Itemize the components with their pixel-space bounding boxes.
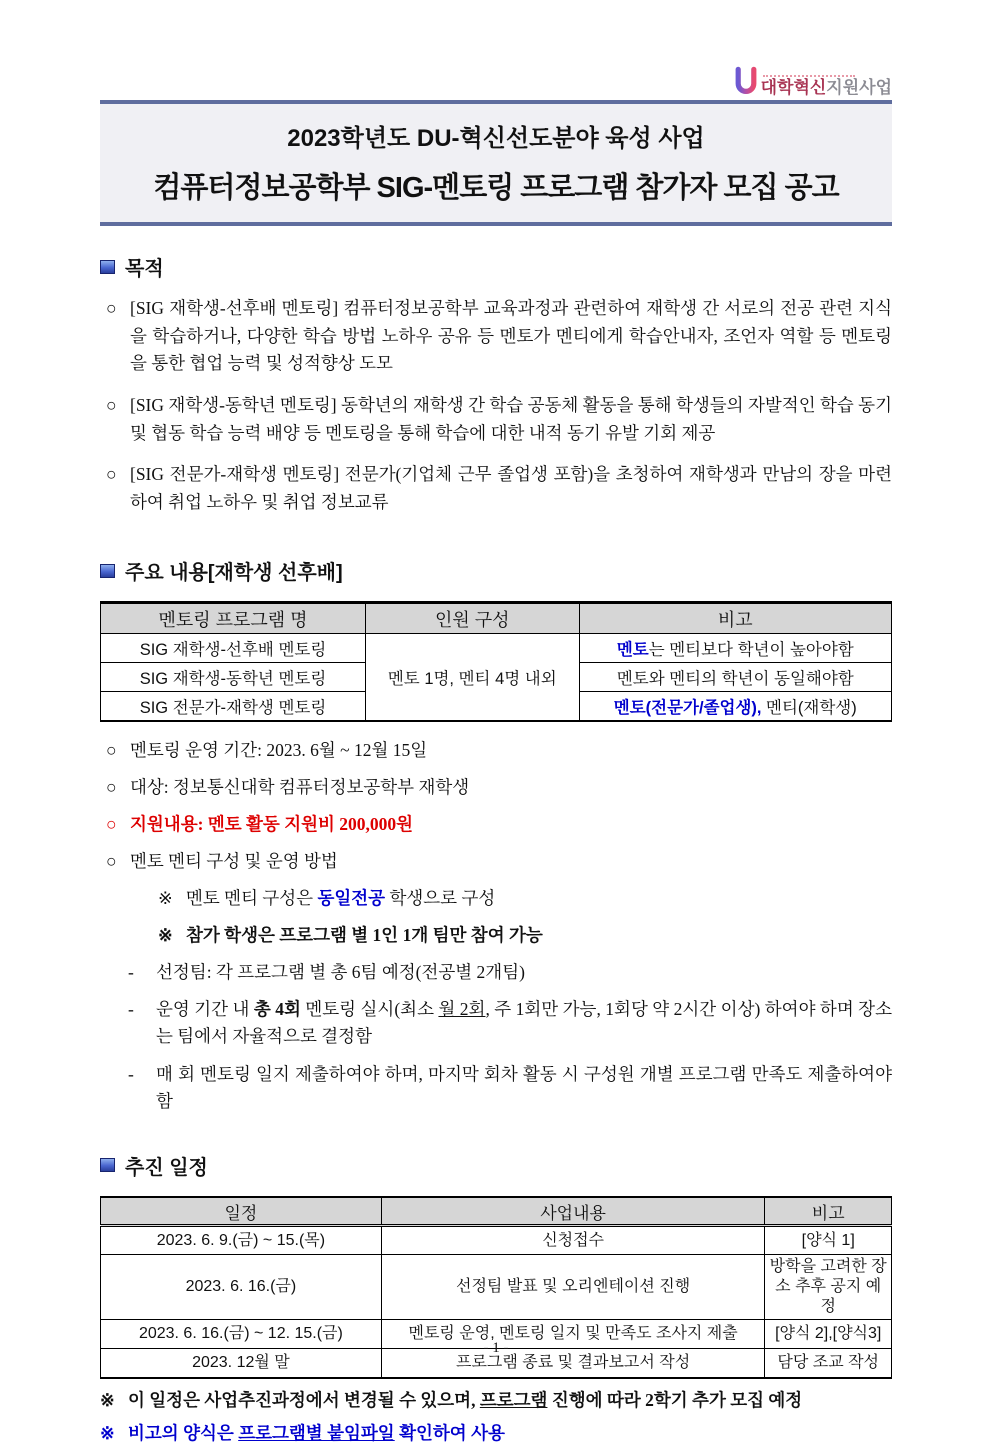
program-name-cell: SIG 재학생-동학년 멘토링: [101, 663, 366, 692]
program-table-header-name: 멘토링 프로그램 명: [101, 603, 366, 634]
footer-note-2: [100, 1421, 892, 1446]
info-support-text: 지원내용: 멘토 활동 지원비 200,000원: [130, 813, 414, 834]
notice-title-banner: [100, 100, 892, 226]
schedule-table-header-row: [101, 1197, 892, 1226]
method-dash-3: [100, 1061, 892, 1115]
method-note-1-text: [186, 885, 892, 912]
university-innovation-logo: [733, 66, 892, 96]
circle-bullet-icon: ○: [106, 739, 117, 760]
dash2-underline: 월 2회: [438, 999, 486, 1020]
footer-note-1-text: [128, 1388, 802, 1413]
method-dash-1-text: 선정팀: 각 프로그램 별 총 6팀 예정(전공별 2개팀): [156, 962, 525, 983]
section-heading-schedule: [100, 1151, 892, 1180]
schedule-header-content: 사업내용: [381, 1197, 765, 1226]
reference-mark-icon: ※: [158, 925, 173, 946]
method-dash-1: [100, 959, 892, 986]
schedule-content-cell: 신청접수: [381, 1226, 765, 1255]
method-dash-2: [100, 996, 892, 1050]
reference-mark-icon: ※: [100, 1389, 115, 1410]
footer-note1-pre: 이 일정은 사업추진과정에서 변경될 수 있으며,: [128, 1389, 480, 1410]
note-highlight: 멘토(전문가/졸업생),: [613, 699, 762, 718]
schedule-header-note: 비고: [765, 1197, 892, 1226]
footer-note-1: [100, 1388, 892, 1413]
schedule-content-cell: 프로그램 종료 및 결과보고서 작성: [381, 1349, 765, 1378]
circle-bullet-icon: ○: [106, 850, 117, 871]
blue-square-icon: [100, 1158, 115, 1172]
program-table-header-row: [101, 603, 892, 634]
section-heading-purpose: [100, 252, 892, 281]
circle-bullet-icon: ○: [106, 464, 117, 485]
method-dash-2-text: [156, 996, 892, 1050]
notice-title-line2: 컴퓨터정보공학부 SIG-멘토링 프로그램 참가자 모집 공고: [153, 172, 839, 204]
circle-bullet-icon: ○: [106, 813, 117, 834]
schedule-content-cell: 선정팀 발표 및 오리엔테이션 진행: [381, 1255, 765, 1320]
program-table: [100, 601, 892, 722]
footer-note2-post: 확인하여 사용: [394, 1423, 505, 1444]
u-gradient-icon: [733, 66, 759, 96]
info-period-text: 멘토링 운영 기간: 2023. 6월 ~ 12월 15일: [130, 739, 428, 760]
section-heading-main-content: [100, 556, 892, 585]
purpose-bullet-list: [100, 295, 892, 516]
dash2-mid: 멘토링 실시(최소: [300, 999, 439, 1020]
page-number: - 1 -: [483, 1340, 509, 1356]
schedule-header-date: 일정: [101, 1197, 382, 1226]
circle-bullet-icon: ○: [106, 394, 117, 415]
info-target: [100, 773, 892, 801]
program-name-cell: SIG 전문가-재학생 멘토링: [101, 692, 366, 721]
purpose-bullet-1: [100, 295, 892, 378]
footer-note-2-text: [128, 1421, 505, 1446]
note-rest: 멘티(재학생): [761, 699, 857, 718]
table-row: [101, 1226, 892, 1255]
document-page: [100, 0, 892, 1446]
note-highlight: 멘토: [616, 641, 649, 660]
circle-bullet-icon: ○: [106, 776, 117, 797]
footer-note1-underline: 프로그램: [479, 1389, 548, 1410]
note-rest: 는 멘티보다 학년이 높아야함: [648, 641, 854, 660]
purpose-bullet-3-text: [SIG 전문가-재학생 멘토링] 전문가(기업체 근무 졸업생 포함)을 초청하여 재학생과 만남의 장을 마련하여 취업 노하우 및 취업 정보교류: [130, 464, 892, 512]
schedule-date-cell: 2023. 6. 16.(금) ~ 12. 15.(금): [101, 1320, 382, 1349]
info-method: [100, 847, 892, 875]
purpose-heading-label: 목적: [125, 258, 164, 280]
footer-note-list: [100, 1388, 892, 1446]
schedule-note-cell: 담당 조교 작성: [765, 1349, 892, 1378]
schedule-date-cell: 2023. 6. 9.(금) ~ 15.(목): [101, 1226, 382, 1255]
dash2-bold: 총 4회: [253, 999, 301, 1020]
dash-bullet-icon: -: [128, 1063, 134, 1084]
dash2-post: , 주 1회만 가능, 1회당 약 2시간 이상) 하여야 하며 장소는 팀에서 자율적으로 결정함: [156, 999, 892, 1047]
program-name-cell: SIG 재학생-선후배 멘토링: [101, 634, 366, 663]
blue-square-icon: [100, 564, 115, 578]
purpose-bullet-2: [100, 392, 892, 447]
footer-note2-underline: 프로그램별 붙임파일: [238, 1423, 395, 1444]
info-support: [100, 810, 892, 838]
schedule-content-cell: 멘토링 운영, 멘토링 일지 및 만족도 조사지 제출: [381, 1320, 765, 1349]
info-target-text: 대상: 정보통신대학 컴퓨터정보공학부 재학생: [130, 776, 470, 797]
notice-title-line1: 2023학년도 DU-혁신선도분야 육성 사업: [287, 125, 705, 152]
program-size-merged-cell: 멘토 1명, 멘티 4명 내외: [365, 634, 579, 721]
note1-highlight: 동일전공: [317, 887, 386, 908]
logo-brand-light: 지원사업: [826, 78, 892, 97]
schedule-note-cell: [양식 2],[양식3]: [765, 1320, 892, 1349]
program-table-header-note: 비고: [579, 603, 891, 634]
blue-square-icon: [100, 260, 115, 274]
info-period: [100, 736, 892, 764]
schedule-note-cell: 방학을 고려한 장소 추후 공지 예정: [765, 1255, 892, 1320]
note-rest: 멘토와 멘티의 학년이 동일해야함: [616, 670, 854, 689]
purpose-bullet-3: [100, 461, 892, 516]
footer-note2-pre: 비고의 양식은: [128, 1423, 239, 1444]
reference-mark-icon: ※: [158, 887, 173, 908]
schedule-note-cell: [양식 1]: [765, 1226, 892, 1255]
logo-row: [100, 0, 892, 96]
method-note-2-text: 참가 학생은 프로그램 별 1인 1개 팀만 참여 가능: [186, 925, 543, 946]
reference-mark-icon: ※: [100, 1423, 115, 1444]
program-note-cell: [579, 663, 891, 692]
program-note-cell: [579, 634, 891, 663]
purpose-bullet-2-text: [SIG 재학생-동학년 멘토링] 동학년의 재학생 간 학습 공동체 활동을 통해 학생들의 자발적인 학습 동기 및 협동 학습 능력 배양 등 멘토링을 통해 학습에 대한 내적 동기 유발 기회 제공: [130, 394, 892, 443]
dash2-pre: 운영 기간 내: [156, 999, 254, 1020]
method-dash-3-text: 매 회 멘토링 일지 제출하여야 하며, 마지막 회차 활동 시 구성원 개별 프로그램 만족도 제출하여야 함: [156, 1063, 892, 1111]
program-note-cell: [579, 692, 891, 721]
info-method-text: 멘토 멘티 구성 및 운영 방법: [130, 850, 338, 871]
program-table-header-size: 인원 구성: [365, 603, 579, 634]
method-note-1: [100, 885, 892, 912]
purpose-bullet-1-text: [SIG 재학생-선후배 멘토링] 컴퓨터정보공학부 교육과정과 관련하여 재학생 간 서로의 전공 관련 지식을 학습하거나, 다양한 학습 방법 노하우 공유 등 멘토가 멘티에게 학습안내자, 조언자 역할 등 멘토링을 통한 협업 능력 및 성적향상 도모: [130, 298, 892, 374]
note1-pre: 멘토 멘티 구성은: [186, 887, 318, 908]
circle-bullet-icon: ○: [106, 298, 117, 318]
dash-bullet-icon: -: [128, 999, 134, 1020]
logo-tagline-decor: [763, 71, 855, 77]
method-note-list: [100, 885, 892, 1115]
logo-wordmark: [761, 79, 892, 96]
schedule-date-cell: 2023. 6. 16.(금): [101, 1255, 382, 1320]
schedule-date-cell: 2023. 12월 말: [101, 1349, 382, 1378]
info-bullet-list: [100, 736, 892, 875]
table-row: [101, 634, 892, 663]
table-row: [101, 1255, 892, 1320]
dash-bullet-icon: -: [128, 962, 134, 983]
note1-post: 학생으로 구성: [385, 887, 496, 908]
logo-brand-bold: 대학혁신: [760, 78, 827, 97]
schedule-heading-label: 추진 일정: [125, 1156, 208, 1179]
method-note-2: [100, 922, 892, 949]
footer-note1-post: 진행에 따라 2학기 추가 모집 예정: [547, 1389, 803, 1410]
main-heading-label: 주요 내용[재학생 선후배]: [125, 562, 343, 585]
